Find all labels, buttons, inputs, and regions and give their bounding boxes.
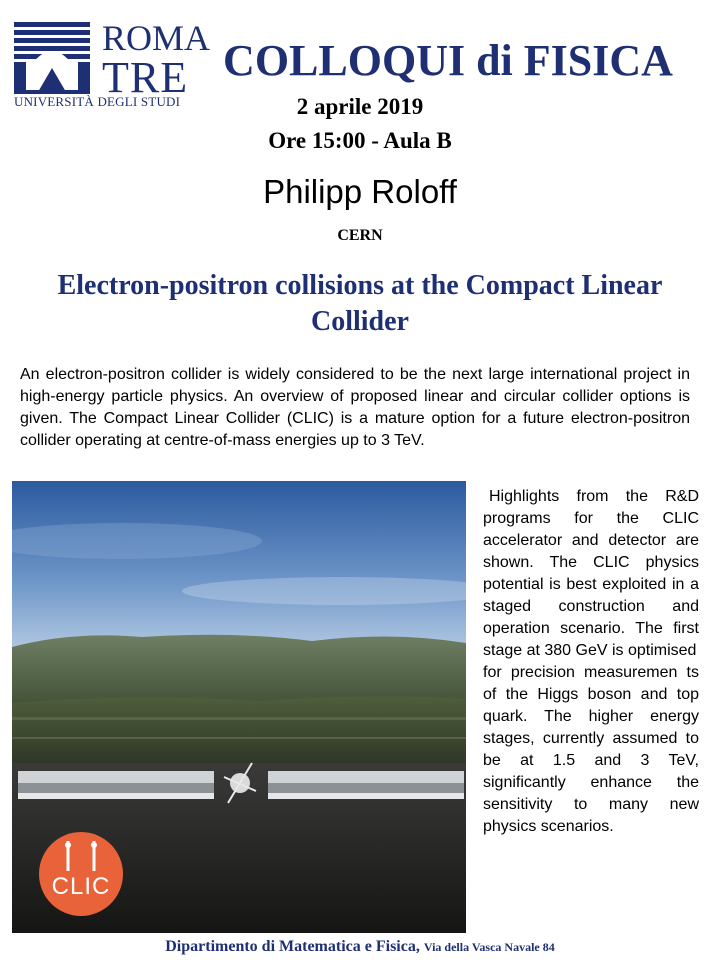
poster-title: COLLOQUI di FISICA [223,36,673,85]
logo-roma-text: ROMA [102,18,211,58]
speaker-name: Philipp Roloff [263,173,457,210]
talk-title: Electron-positron collisions at the Compact Linear Collider [57,270,663,337]
abstract-paragraph-2a: Highlights from the R&D programs for the CLIC accelerator and detector are shown. The CLIC physics potential is best exploited in a staged construction and operation scenario. The first stage at 380 GeV is optimised [483,488,699,659]
abstract-paragraph-2b: for precision measuremen ts of the Higgs boson and top quark. The higher energy stages, currently assumed to be at 1.5 and 3 TeV, significantly enhance the sensitivity to many new physics scenarios. [483,664,699,835]
footer-department: Dipartimento di Matematica e Fisica, [165,938,420,955]
clic-badge [38,831,124,917]
abstract-paragraph-1: An electron-positron collider is widely considered to be the next large international project in high-energy particle physics. An overview of proposed linear and circular collider options is given. The Compact Linear Collider (CLIC) is a mature option for a future electron-positron collider operating at centre-of-mass energies up to 3 TeV. [20,366,690,449]
footer [0,936,720,958]
footer-address: Via della Vasca Navale 84 [423,940,555,954]
speaker-affiliation: CERN [337,227,383,244]
abstract-paragraph-2 [483,486,699,838]
event-time-location: Ore 15:00 - Aula B [268,128,452,153]
roma-tre-emblem-icon [14,18,94,96]
clic-badge-text: CLIC [51,873,111,900]
event-date: 2 aprile 2019 [296,94,424,119]
logo-subtitle: UNIVERSITÀ DEGLI STUDI [14,94,181,109]
logo-tre-text: TRE [102,53,189,102]
